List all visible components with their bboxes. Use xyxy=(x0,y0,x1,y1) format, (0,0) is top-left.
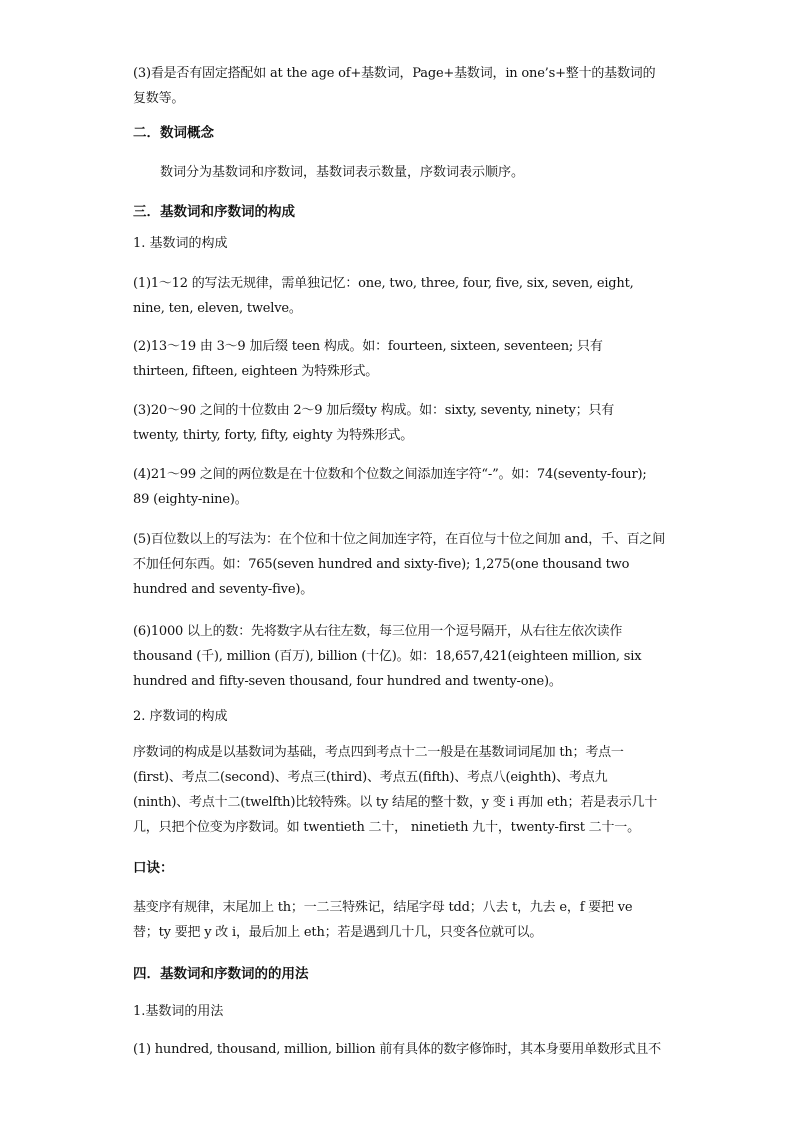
paragraph-cardinal-rule-2: (2)13～19 由 3～9 加后缀 teen 构成。如：fourteen, sixteen, seventeen; 只有 thirteen, fifteen, eighteen 为特殊形式。 xyxy=(133,339,603,379)
paragraph-cardinal-rule-3: (3)20～90 之间的十位数由 2～9 加后缀ty 构成。如：sixty, seventy, ninety；只有 twenty, thirty, forty, fifty, eighty 为特殊形式。 xyxy=(133,403,615,443)
paragraph-numeral-concept: 数词分为基数词和序数词，基数词表示数量，序数词表示顺序。 xyxy=(160,165,525,180)
paragraph-cardinal-rule-5: (5)百位数以上的写法为：在个位和十位之间加连字符，在百位与十位之间加 and，千、百之间不加任何东西。如：765(seven hundred and sixty-five); 1,275(one thousand two hundred and seventy-five)。 xyxy=(133,532,665,597)
heading-usage: 四．基数词和序数词的的用法 xyxy=(133,966,309,982)
heading-numeral-concept: 二．数词概念 xyxy=(133,125,214,141)
paragraph-cardinal-rule-4: (4)21～99 之间的两位数是在十位数和个位数之间添加连字符“-”。如：74(seventy-four); 89 (eighty-nine)。 xyxy=(133,467,647,507)
paragraph-mnemonic: 基变序有规律，末尾加上 th；一二三特殊记，结尾字母 tdd；八去 t，九去 e，f 要把 ve 替；ty 要把 y 改 i，最后加上 eth；若是遇到几十几，只变各位就可以。 xyxy=(133,900,633,940)
subheading-cardinal-usage: 1.基数词的用法 xyxy=(133,1004,224,1019)
paragraph-fixed-collocation: (3)看是否有固定搭配如 at the age of+基数词，Page+基数词，in one’s+整十的基数词的复数等。 xyxy=(133,66,656,106)
paragraph-cardinal-rule-6: (6)1000 以上的数：先将数字从右往左数，每三位用一个逗号隔开，从右往左依次读作 thousand (千), million (百万), billion (十亿)。如：18,657,421(eighteen million, six hundred and fifty-seven thousand, four hundred and twenty-one)。 xyxy=(133,624,642,689)
subheading-cardinal-formation: 1. 基数词的构成 xyxy=(133,236,228,251)
heading-mnemonic: 口诀： xyxy=(133,860,174,876)
paragraph-cardinal-usage-1: (1) hundred, thousand, million, billion 前有具体的数字修饰时，其本身要用单数形式且不 xyxy=(133,1042,661,1057)
paragraph-ordinal-formation: 序数词的构成是以基数词为基础，考点四到考点十二一般是在基数词词尾加 th；考点一(first)、考点二(second)、考点三(third)、考点五(fifth)、考点八(eighth)、考点九(ninth)、考点十二(twelfth)比较特殊。以 ty 结尾的整十数，y 变 i 再加 eth；若是表示几十几，只把个位变为序数词。如 twentieth 二十， ninetieth 九十，twenty-first 二十一。 xyxy=(133,745,658,835)
subheading-ordinal-formation: 2. 序数词的构成 xyxy=(133,709,228,724)
paragraph-cardinal-rule-1: (1)1～12 的写法无规律，需单独记忆：one, two, three, four, five, six, seven, eight, nine, ten, eleven, twelve。 xyxy=(133,276,634,316)
heading-formation: 三．基数词和序数词的构成 xyxy=(133,204,295,220)
